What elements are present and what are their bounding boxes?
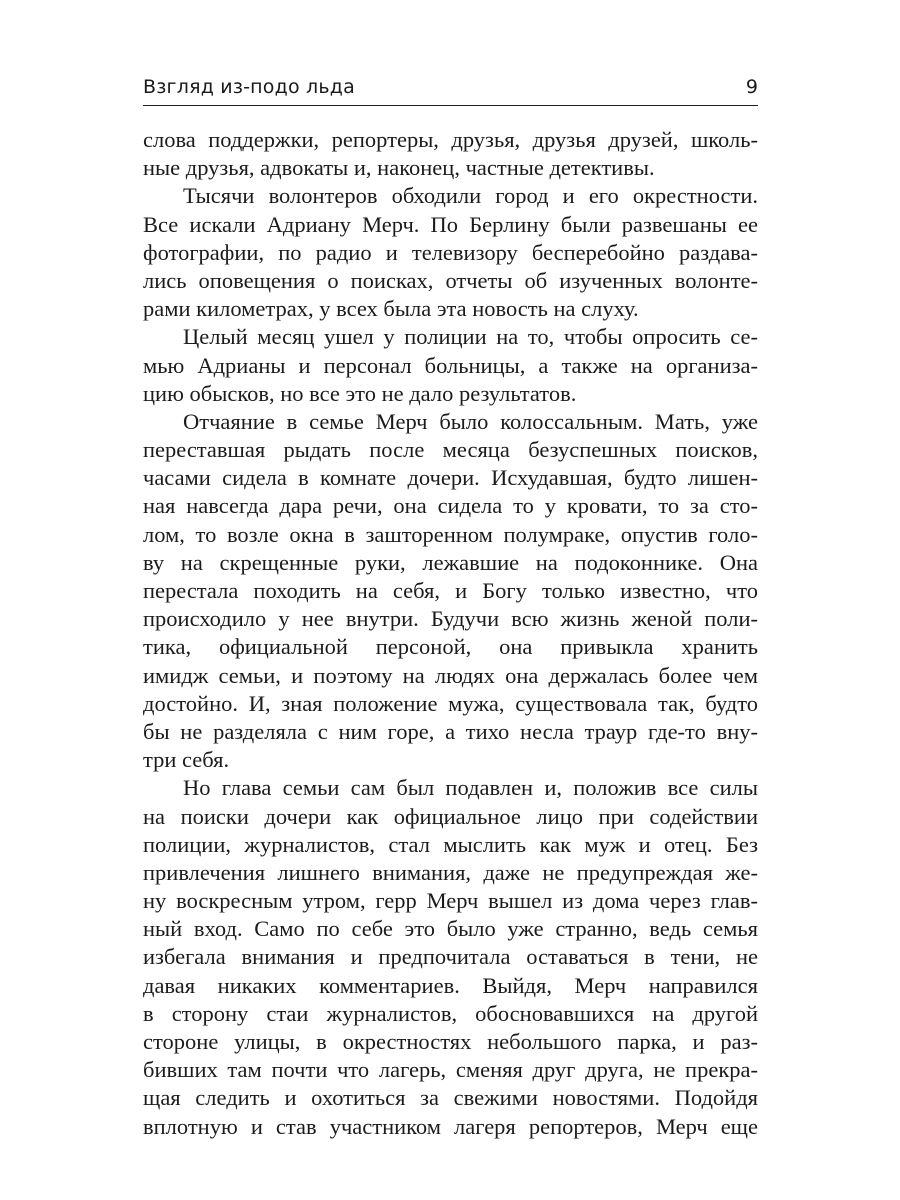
text-line: слова поддержки, репортеры, друзья, друзья друзей, школь-	[143, 127, 758, 152]
text-line: достойно. И, зная положение мужа, существовала так, будто	[143, 690, 758, 716]
running-head	[143, 74, 758, 104]
text-line: полиции, журналистов, стал мыслить как муж и отец. Без	[143, 831, 758, 857]
paragraph	[143, 323, 758, 408]
text-line: ные друзья, адвокаты и, наконец, частные детективы.	[143, 155, 655, 181]
text-line: Но глава семьи сам был подавлен и, положив все силы	[183, 775, 758, 801]
text-line: происходило у нее внутри. Будучи всю жизнь женой поли-	[143, 606, 758, 632]
text-line: бивших там почти что лагерь, сменяя друг друга, не прекра-	[143, 1057, 758, 1083]
text-line: тика, официальной персоной, она привыкла хранить	[143, 634, 758, 660]
text-line: ный вход. Само по себе это было уже странно, ведь семья	[143, 916, 758, 942]
text-line: стороне улицы, в окрестностях небольшого парка, и раз-	[143, 1029, 758, 1054]
text-line: три себя.	[143, 747, 230, 773]
text-line: на поиски дочери как официальное лицо при содействии	[143, 803, 758, 829]
text-line: Целый месяц ушел у полиции на то, чтобы опросить се-	[183, 324, 758, 350]
page-number: 9	[745, 76, 758, 98]
text-line: Все искали Адриану Мерч. По Берлину были развешаны ее	[143, 211, 758, 237]
text-line: цию обысков, но все это не дало результатов.	[143, 380, 577, 406]
paragraph	[143, 182, 758, 323]
text-line: перестала походить на себя, и Богу только известно, что	[143, 578, 758, 603]
text-line: Отчаяние в семье Мерч было колоссальным. Мать, уже	[183, 408, 758, 434]
text-line: ву на скрещенные руки, лежавшие на подоконнике. Она	[143, 549, 758, 575]
text-line: фотографии, по радио и телевизору бесперебойно раздава-	[143, 239, 758, 265]
running-head-title: Взгляд из-подо льда	[143, 76, 355, 98]
text-line: рами километрах, у всех была эта новость на слуху.	[143, 296, 639, 322]
text-line: ная навсегда дара речи, она сидела то у кровати, то за сто-	[143, 493, 758, 519]
text-line: переставшая рыдать после месяца безуспешных поисков,	[143, 437, 758, 463]
text-line: привлечения лишнего внимания, даже не предупреждая же-	[143, 859, 758, 885]
text-line: мью Адрианы и персонал больницы, а также на организа-	[143, 352, 758, 378]
text-line: ну воскресным утром, герр Мерч вышел из дома через глав-	[143, 888, 758, 914]
paragraph	[143, 774, 758, 1140]
text-line: лись оповещения о поисках, отчеты об изученных волонте-	[143, 267, 758, 293]
text-line: лом, то возле окна в зашторенном полумраке, опустив голо-	[143, 521, 758, 547]
text-line: вплотную и став участником лагеря репортеров, Мерч еще	[143, 1113, 758, 1139]
text-line: часами сидела в комнате дочери. Исхудавшая, будто лишен-	[143, 465, 758, 491]
text-line: давая никаких комментариев. Выйдя, Мерч направился	[143, 972, 758, 998]
text-line: бы не разделяла с ним горе, а тихо несла траур где-то вну-	[143, 718, 758, 744]
text-line: в сторону стаи журналистов, обосновавшихся на другой	[143, 1000, 758, 1026]
text-line: избегала внимания и предпочитала оставаться в тени, не	[143, 944, 758, 970]
text-line: имидж семьи, и поэтому на людях она держалась более чем	[143, 662, 758, 688]
text-line: щая следить и охотиться за свежими новостями. Подойдя	[143, 1085, 758, 1111]
body-text	[143, 126, 758, 1141]
text-line: Тысячи волонтеров обходили город и его окрестности.	[183, 183, 758, 209]
paragraph	[143, 126, 758, 182]
header-rule	[143, 105, 758, 106]
paragraph	[143, 408, 758, 774]
